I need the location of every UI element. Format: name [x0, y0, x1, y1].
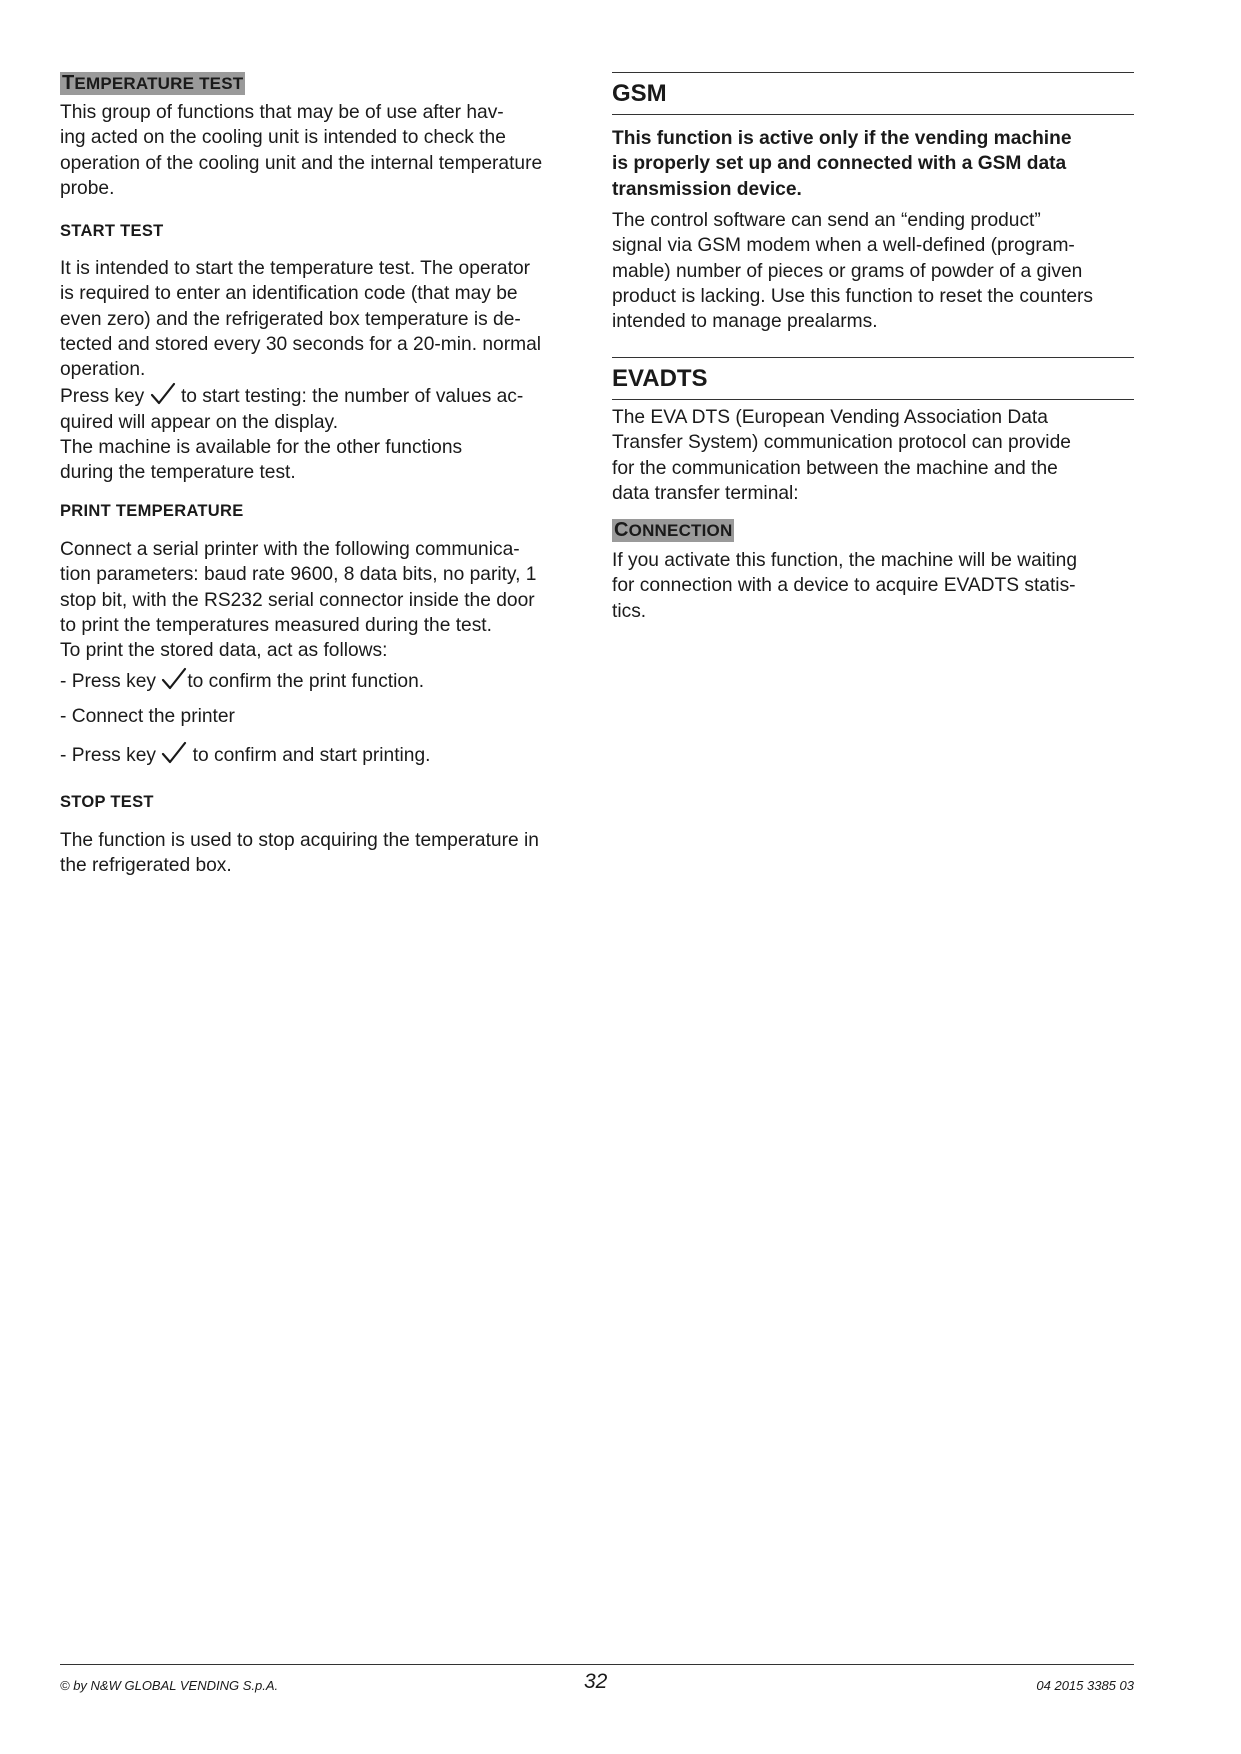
stop-test-heading: STOP TEST — [60, 793, 154, 811]
print-step-1: - Press key to confirm the print function. — [60, 667, 424, 694]
print-step-2: - Connect the printer — [60, 706, 235, 727]
section-rule — [612, 399, 1134, 400]
start-test-heading: START TEST — [60, 222, 164, 240]
temperature-test-intro: This group of functions that may be of use after hav- ing acted on the cooling unit is intended to check the operation of the cooling unit and the internal temperature probe. — [60, 102, 543, 199]
page-number: 32 — [584, 1670, 608, 1693]
gsm-body: The control software can send an “ending product” signal via GSM modem when a well-defined (program- mable) number of pieces or grams of powder of a given product is lacking. Use this function to reset the counters intended to manage prealarms. — [612, 210, 1093, 333]
section-rule — [612, 357, 1134, 358]
gsm-notice: This function is active only if the vending machine is properly set up and connected with a GSM data transmission device. — [612, 128, 1072, 200]
press-key-line: Press key to start testing: the number of values ac- — [60, 382, 580, 409]
checkmark-icon — [150, 382, 176, 406]
print-temperature-heading: PRINT TEMPERATURE — [60, 502, 244, 520]
copyright: © by N&W GLOBAL VENDING S.p.A. — [60, 1678, 279, 1693]
footer-rule — [60, 1664, 1134, 1665]
section-rule — [612, 72, 1134, 73]
section-rule — [612, 114, 1134, 115]
connection-body: If you activate this function, the machine will be waiting for connection with a device to acquire EVADTS statis- tics. — [612, 550, 1078, 622]
print-step-3: - Press key to confirm and start printing. — [60, 741, 430, 768]
connection-tag: CONNECTION — [614, 519, 733, 541]
document-code: 04 2015 3385 03 — [1036, 1678, 1134, 1693]
evadts-body: The EVA DTS (European Vending Association Data Transfer System) communication protocol can provide for the communication between the machine and the data transfer terminal: — [612, 407, 1071, 504]
start-test-body: It is intended to start the temperature test. The operator is required to enter an identification code (that may be even zero) and the refrigerated box temperature is de- tected and stored every 30 seconds for a 20-min. normal operation. Press key to start testing: the number of values ac- quired will appear on the display. The machine is available for the other functions during the temperature test. — [60, 256, 580, 486]
gsm-title: GSM — [612, 80, 667, 107]
print-temperature-body: Connect a serial printer with the following communica- tion parameters: baud rate 9600, 8 data bits, no parity, 1 stop bit, with the RS232 serial connector inside the door to print the temperatures measured during the test. To print the stored data, act as follows: — [60, 539, 537, 662]
temperature-test-tag: TEMPERATURE TEST — [62, 72, 244, 94]
checkmark-icon — [161, 741, 187, 765]
checkmark-icon — [161, 667, 187, 691]
evadts-title: EVADTS — [612, 365, 708, 392]
stop-test-body: The function is used to stop acquiring the temperature in the refrigerated box. — [60, 830, 539, 877]
